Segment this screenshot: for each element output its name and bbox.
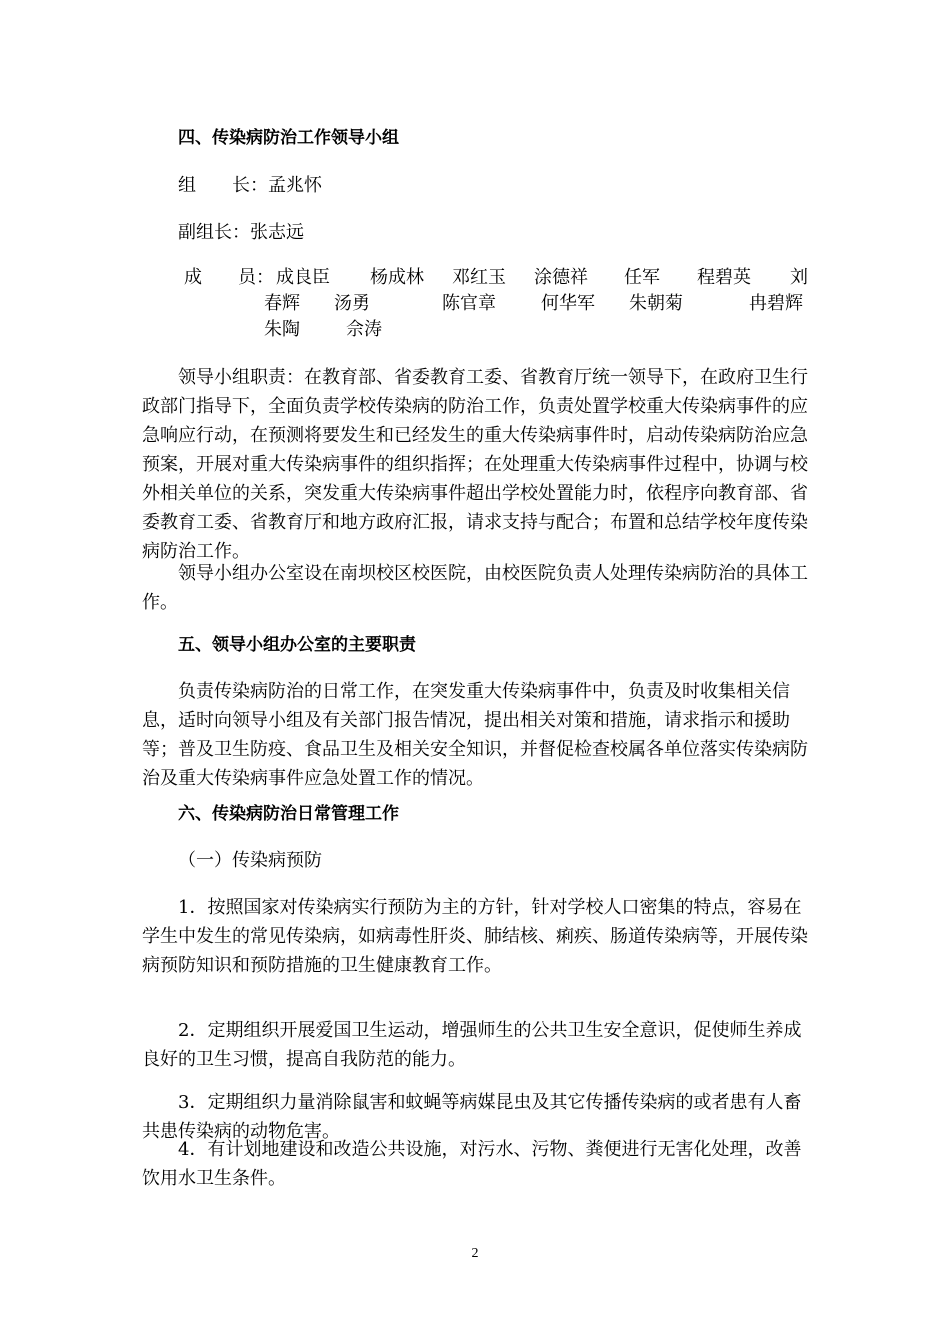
member-name: 陈官章 (442, 293, 496, 314)
member-name: 成良臣 (276, 267, 330, 288)
prevention-item: 2．定期组织开展爱国卫生运动，增强师生的公共卫生安全意识，促使师生养成良好的卫生习惯，提高自我防范的能力。 (142, 1020, 802, 1070)
member-name: 何华军 (541, 293, 595, 314)
section-heading: 六、传染病防治日常管理工作 (178, 804, 399, 824)
member-name: 邓红玉 (452, 267, 506, 288)
deputy-leader-line: 副组长：张志远 (178, 222, 304, 243)
member-name: 刘 (790, 267, 808, 288)
member-name: 任军 (624, 267, 660, 288)
member-name: 佘涛 (346, 319, 382, 340)
prevention-item: 1．按照国家对传染病实行预防为主的方针，针对学校人口密集的特点，容易在学生中发生的常见传染病，如病毒性肝炎、肺结核、痢疾、肠道传染病等，开展传染病预防知识和预防措施的卫生健康教育工作。 (142, 897, 808, 976)
member-name: 程碧英 (697, 267, 751, 288)
group-leader-line: 组 长：孟兆怀 (178, 175, 322, 196)
member-name: 朱陶 (264, 319, 300, 340)
subsection-heading: （一）传染病预防 (178, 850, 322, 871)
section-heading: 四、传染病防治工作领导小组 (178, 128, 399, 148)
section-heading: 五、领导小组办公室的主要职责 (178, 635, 416, 655)
leadership-duties-paragraph: 领导小组职责：在教育部、省委教育工委、省教育厅统一领导下，在政府卫生行政部门指导下，全面负责学校传染病的防治工作，负责处置学校重大传染病事件的应急响应行动，在预测将要发生和已经发生的重大传染病事件时，启动传染病防治应急预案，开展对重大传染病事件的组织指挥；在处理重大传染病事件过程中，协调与校外相关单位的关系，突发重大传染病事件超出学校处置能力时，依程序向教育部、省委教育工委、省教育厅和地方政府汇报，请求支持与配合；布置和总结学校年度传染病防治工作。 (142, 367, 808, 562)
member-name: 朱朝菊 (629, 293, 683, 314)
member-name: 冉碧辉 (749, 293, 803, 314)
member-name: 汤勇 (334, 293, 370, 314)
prevention-item: 4．有计划地建设和改造公共设施，对污水、污物、粪便进行无害化处理，改善饮用水卫生条件。 (142, 1139, 802, 1189)
member-name: 杨成林 (370, 267, 424, 288)
office-location-paragraph: 领导小组办公室设在南坝校区校医院，由校医院负责人处理传染病防治的具体工作。 (142, 563, 808, 613)
prevention-item: 3．定期组织力量消除鼠害和蚊蝇等病媒昆虫及其它传播传染病的或者患有人畜共患传染病的动物危害。 (142, 1092, 802, 1142)
page-number: 2 (471, 1246, 479, 1261)
office-duties-paragraph: 负责传染病防治的日常工作，在突发重大传染病事件中，负责及时收集相关信息，适时向领导小组及有关部门报告情况，提出相关对策和措施，请求指示和援助等；普及卫生防疫、食品卫生及相关安全知识，并督促检查校属各单位落实传染病防治及重大传染病事件应急处置工作的情况。 (142, 681, 808, 789)
members-label: 成 员： (184, 267, 274, 288)
member-name: 涂德祥 (534, 267, 588, 288)
member-name: 春辉 (264, 293, 300, 314)
